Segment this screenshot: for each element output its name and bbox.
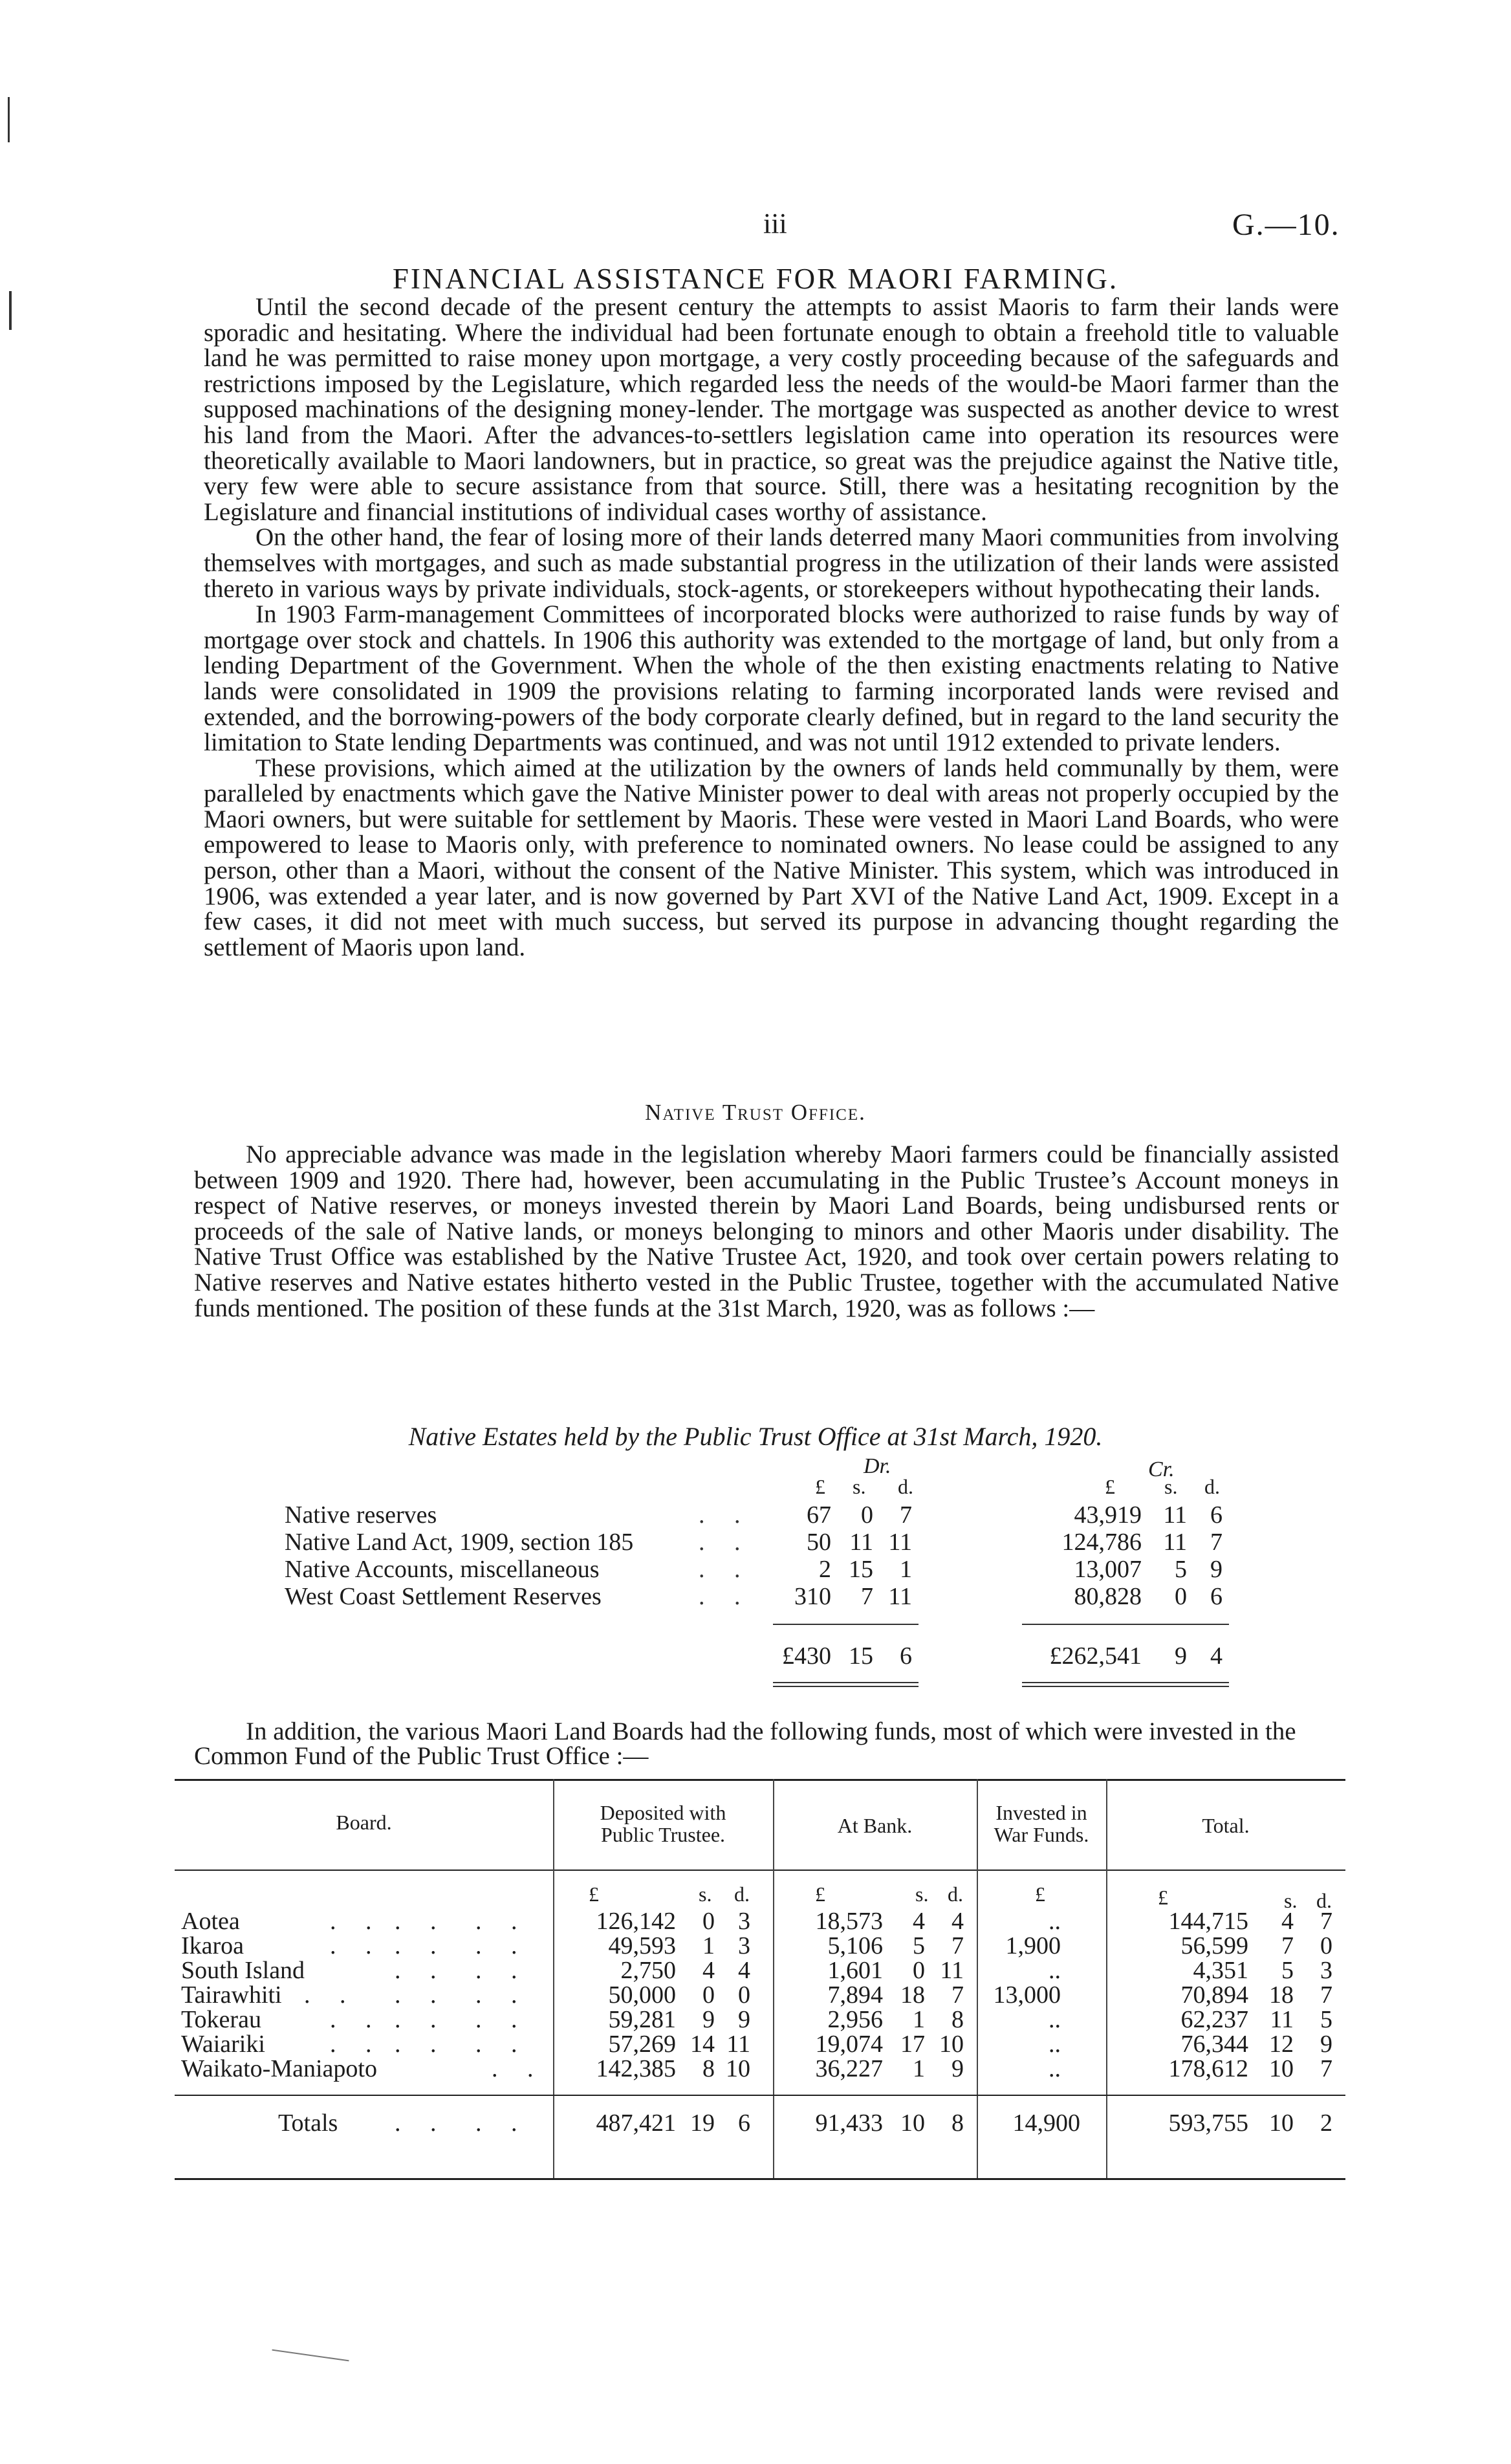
total-column-header: Total. (1202, 1814, 1250, 1837)
bank-pounds: 5,106 (827, 1932, 883, 1959)
war-funds: 13,000 (993, 1981, 1061, 2009)
table-row (175, 2005, 1345, 2033)
bank-column-header: At Bank. (837, 1814, 913, 1837)
deposited-pence: 11 (726, 2031, 750, 2058)
dr-total-pounds: £430 (782, 1642, 831, 1670)
bank-shillings: 18 (900, 1981, 925, 2009)
shillings-unit: s. (915, 1882, 929, 1906)
bank-pounds: 36,227 (815, 2055, 883, 2082)
total-pounds: 76,344 (1180, 2031, 1248, 2058)
board-column-header: Board. (336, 1811, 392, 1834)
deposited-pence: 4 (738, 1957, 750, 1984)
leader-dots: . . (330, 1932, 384, 1959)
dr-shillings: 15 (849, 1556, 873, 1583)
grand-total-pence: 2 (1320, 2110, 1332, 2137)
war-funds: .. (1049, 1908, 1061, 1935)
leader-dots: . . (395, 1981, 448, 2009)
shillings-unit: s. (853, 1475, 866, 1498)
row-label: Native Accounts, miscellaneous (285, 1556, 600, 1583)
total-double-rule (1022, 1682, 1229, 1683)
leader-dots: . . (475, 2110, 529, 2137)
total-pence: 7 (1320, 1908, 1332, 1935)
total-shillings: 18 (1269, 1981, 1294, 2009)
board-name: Waiariki (181, 2031, 265, 2058)
paragraph: On the other hand, the fear of losing more of their lands deterred many Maori communities from involving themselves with mortgages, and such as made substantial progress in the utilization of their lands were assisted thereto in various ways by private individuals, stock-agents, or storekeepers without hypothecating their lands. (204, 523, 1339, 603)
table-row (175, 1907, 1345, 1935)
bank-pence: 11 (940, 1957, 964, 1984)
header-line: Public Trustee. (600, 1823, 726, 1846)
pounds-unit: £ (1035, 1882, 1045, 1906)
cr-column-heading: Cr. (1148, 1457, 1175, 1481)
pounds-unit: £ (815, 1882, 825, 1906)
leader-dots: . . (330, 1908, 384, 1935)
total-pounds: 62,237 (1180, 2006, 1248, 2033)
shillings-unit: s. (1164, 1475, 1178, 1498)
leader-dots: . . (330, 2006, 384, 2033)
bank-total-pounds: 91,433 (815, 2110, 883, 2137)
leader-dots: . . (475, 1932, 529, 1959)
cr-total-pence: 4 (1210, 1642, 1223, 1670)
total-pounds: 144,715 (1168, 1908, 1248, 1935)
war-funds: .. (1049, 2055, 1061, 2082)
deposited-column-header (553, 1802, 773, 1846)
bank-shillings: 4 (913, 1908, 925, 1935)
dr-pence: 11 (888, 1529, 912, 1556)
board-name: Waikato-Maniapoto (181, 2055, 377, 2082)
pounds-unit: £ (1158, 1886, 1168, 1909)
deposited-pounds: 50,000 (608, 1981, 676, 2009)
total-pence: 0 (1320, 1932, 1332, 1959)
dr-pence: 7 (900, 1501, 912, 1529)
main-text (204, 294, 1339, 960)
deposited-pounds: 57,269 (608, 2031, 676, 2058)
leader-dots: . . (492, 2055, 545, 2082)
bank-pence: 10 (939, 2031, 964, 2058)
total-shillings: 5 (1281, 1957, 1294, 1984)
dr-total-shillings: 15 (849, 1642, 873, 1670)
table-row (285, 1501, 1294, 1528)
leader-dots: . . (304, 1981, 358, 2009)
dr-pence: 1 (900, 1556, 912, 1583)
table-bottom-rule (175, 2178, 1345, 2180)
page-title: FINANCIAL ASSISTANCE FOR MAORI FARMING. (392, 263, 1119, 295)
table-row (175, 1981, 1345, 2009)
total-pence: 7 (1320, 2055, 1332, 2082)
dr-shillings: 11 (849, 1529, 873, 1556)
header-rule (175, 1870, 1345, 1871)
total-shillings: 4 (1281, 1908, 1294, 1935)
deposited-pence: 3 (738, 1908, 750, 1935)
deposited-shillings: 8 (702, 2055, 715, 2082)
page-number: iii (763, 208, 787, 239)
row-label: West Coast Settlement Reserves (285, 1583, 602, 1610)
deposited-pence: 9 (738, 2006, 750, 2033)
bank-pence: 9 (951, 2055, 964, 2082)
table-row (175, 2055, 1345, 2082)
totals-row (285, 1642, 1294, 1669)
total-shillings: 12 (1269, 2031, 1294, 2058)
pounds-unit: £ (815, 1475, 825, 1498)
pounds-unit: £ (1105, 1475, 1115, 1498)
cr-pounds: 80,828 (1074, 1583, 1142, 1610)
board-name: Tokerau (181, 2006, 261, 2033)
dr-total-pence: 6 (900, 1642, 912, 1670)
total-pence: 5 (1320, 2006, 1332, 2033)
total-pence: 9 (1320, 2031, 1332, 2058)
leader-dots: . . (699, 1583, 752, 1610)
deposited-pence: 3 (738, 1932, 750, 1959)
deposited-shillings: 9 (702, 2006, 715, 2033)
section-heading: Native Trust Office. (645, 1100, 866, 1125)
dr-pounds: 2 (819, 1556, 831, 1583)
war-funds: .. (1049, 2031, 1061, 2058)
leader-dots: . . (475, 1957, 529, 1984)
table-row (285, 1528, 1294, 1555)
bank-total-pence: 8 (951, 2110, 964, 2137)
deposited-shillings: 14 (690, 2031, 715, 2058)
cr-shillings: 11 (1163, 1501, 1187, 1529)
deposited-pounds: 142,385 (596, 2055, 676, 2082)
total-pounds: 4,351 (1193, 1957, 1248, 1984)
paragraph: In 1903 Farm-management Committees of incorporated blocks were authorized to raise funds by way of mortgage over stock and chattels. In 1906 this authority was extended to the mortgage of land, but only from a lending Department of the Government. When the whole of the then existing enactments relating to Native lands were consolidated in 1909 the provisions relating to farming incorporated lands were revised and extended, and the borrowing-powers of the body corporate clearly defined, but in regard to the land security the limitation to State lending Departments was continued, and was not until 1912 extended to private lenders. (204, 600, 1339, 757)
table-row (175, 1956, 1345, 1984)
deposited-shillings: 0 (702, 1981, 715, 2009)
table-row (285, 1555, 1294, 1582)
bank-shillings: 1 (913, 2006, 925, 2033)
total-double-rule (773, 1686, 919, 1687)
row-label: Native reserves (285, 1501, 437, 1529)
pence-unit: d. (1204, 1475, 1220, 1498)
bank-pence: 8 (951, 2006, 964, 2033)
cr-pence: 6 (1210, 1501, 1223, 1529)
cr-pounds: 124,786 (1061, 1529, 1142, 1556)
bank-shillings: 1 (913, 2055, 925, 2082)
pence-unit: d. (898, 1475, 913, 1498)
dr-pounds: 67 (807, 1501, 831, 1529)
leader-dots: . . (395, 1908, 448, 1935)
table-top-rule (175, 1779, 1345, 1781)
deposited-pounds: 49,593 (608, 1932, 676, 1959)
board-name: Aotea (181, 1908, 240, 1935)
bank-shillings: 5 (913, 1932, 925, 1959)
deposited-total-pounds: 487,421 (596, 2110, 676, 2137)
cr-pounds: 13,007 (1074, 1556, 1142, 1583)
boards-intro (194, 1719, 1339, 1769)
bank-total-shillings: 10 (900, 2110, 925, 2137)
bank-pounds: 18,573 (815, 1908, 883, 1935)
bank-pounds: 7,894 (827, 1981, 883, 2009)
table-row (285, 1582, 1294, 1609)
deposited-pence: 0 (738, 1981, 750, 2009)
war-funds: .. (1049, 1957, 1061, 1984)
war-funds-total: 14,900 (1012, 2110, 1080, 2137)
bank-shillings: 0 (913, 1957, 925, 1984)
row-label: Native Land Act, 1909, section 185 (285, 1529, 634, 1556)
deposited-total-pence: 6 (738, 2110, 750, 2137)
dr-pounds: 50 (807, 1529, 831, 1556)
leader-dots: . . (475, 1908, 529, 1935)
grand-total-pounds: 593,755 (1168, 2110, 1248, 2137)
scan-mark (272, 2350, 349, 2362)
cr-shillings: 0 (1175, 1583, 1187, 1610)
leader-dots: . . (395, 2110, 448, 2137)
leader-dots: . . (395, 1957, 448, 1984)
leader-dots: . . (330, 2031, 384, 2058)
subtotal-rule (1022, 1624, 1229, 1625)
paragraph: In addition, the various Maori Land Boards had the following funds, most of which were invested in the Common Fund of the Public Trust Office :— (194, 1717, 1296, 1770)
pence-unit: d. (948, 1882, 963, 1906)
bank-pence: 7 (951, 1981, 964, 2009)
header-line: Deposited with (600, 1801, 726, 1824)
paragraph: These provisions, which aimed at the utilization by the owners of lands held communally by them, were paralleled by enactments which gave the Native Minister power to deal with areas not properly occupied by the Maori owners, but were suitable for settlement by Maoris. These were vested in Maori Land Boards, who were empowered to lease to Maoris only, with preference to nominated owners. No lease could be assigned to any person, other than a Maori, without the consent of the Native Minister. This system, which was introduced in 1906, was extended a year later, and is now governed by Part XVI of the Native Land Act, 1909. Except in a few cases, it did not meet with much success, but served its purpose in advancing thought regarding the settlement of Maoris upon land. (204, 754, 1339, 961)
leader-dots: . . (475, 1981, 529, 2009)
total-shillings: 10 (1269, 2055, 1294, 2082)
table-row (175, 1932, 1345, 1959)
trust-office-text (194, 1142, 1339, 1321)
war-funds: .. (1049, 2006, 1061, 2033)
board-name: Ikaroa (181, 1932, 245, 1959)
header-line: Invested in (995, 1801, 1087, 1824)
estates-table-caption: Native Estates held by the Public Trust Office at 31st March, 1920. (408, 1422, 1103, 1451)
bank-pence: 4 (951, 1908, 964, 1935)
dr-column-heading: Dr. (864, 1454, 891, 1478)
cr-total-shillings: 9 (1175, 1642, 1187, 1670)
deposited-shillings: 4 (702, 1957, 715, 1984)
war-funds: 1,900 (1005, 1932, 1061, 1959)
cr-pence: 6 (1210, 1583, 1223, 1610)
dr-pounds: 310 (794, 1583, 831, 1610)
paragraph: Until the second decade of the present century the attempts to assist Maoris to farm their lands were sporadic and hesitating. Where the individual had been fortunate enough to obtain a freehold title to valuable land he was permitted to raise money upon mortgage, a very costly proceeding because of the safeguards and restrictions imposed by the Legislature, which regarded less the needs of the would-be Maori farmer than the supposed machinations of the designing money-lender. The mortgage was suspected as another device to wrest his land from the Maori. After the advances-to-settlers legislation came into operation its resources were theoretically available to Maori landowners, but in practice, so great was the prejudice against the Native title, very few were able to secure assistance from that source. Still, there was a hesitating recognition by the Legislature and financial institutions of individual cases worthy of assistance. (204, 293, 1339, 526)
header-line: War Funds. (994, 1823, 1089, 1846)
shillings-unit: s. (699, 1882, 712, 1906)
bank-pounds: 2,956 (827, 2006, 883, 2033)
total-pounds: 70,894 (1180, 1981, 1248, 2009)
board-name: South Island (181, 1957, 305, 1984)
pence-unit: d. (734, 1882, 750, 1906)
total-shillings: 11 (1270, 2006, 1294, 2033)
deposited-shillings: 1 (702, 1932, 715, 1959)
deposited-pounds: 59,281 (608, 2006, 676, 2033)
bank-pounds: 19,074 (815, 2031, 883, 2058)
total-pence: 7 (1320, 1981, 1332, 2009)
cr-pounds: 43,919 (1074, 1501, 1142, 1529)
cr-pence: 7 (1210, 1529, 1223, 1556)
cr-pence: 9 (1210, 1556, 1223, 1583)
deposited-shillings: 0 (702, 1908, 715, 1935)
bank-shillings: 17 (900, 2031, 925, 2058)
dr-pence: 11 (888, 1583, 912, 1610)
leader-dots: . . (475, 2006, 529, 2033)
grand-total-shillings: 10 (1269, 2110, 1294, 2137)
leader-dots: . . (475, 2031, 529, 2058)
totals-label: Totals (278, 2110, 338, 2137)
leader-dots: . . (699, 1529, 752, 1556)
cr-total-pounds: £262,541 (1049, 1642, 1142, 1670)
bank-pounds: 1,601 (827, 1957, 883, 1984)
leader-dots: . . (395, 1932, 448, 1959)
dr-shillings: 7 (861, 1583, 873, 1610)
total-double-rule (773, 1682, 919, 1683)
totals-rule (175, 2095, 1345, 2096)
deposited-pence: 10 (726, 2055, 750, 2082)
subtotal-rule (773, 1624, 919, 1625)
boards-table (175, 1779, 1345, 2180)
total-pence: 3 (1320, 1957, 1332, 1984)
total-double-rule (1022, 1686, 1229, 1687)
cr-shillings: 11 (1163, 1529, 1187, 1556)
document-code: G.—10. (1232, 208, 1340, 242)
leader-dots: . . (699, 1556, 752, 1583)
total-shillings: 7 (1281, 1932, 1294, 1959)
leader-dots: . . (395, 2006, 448, 2033)
dr-shillings: 0 (861, 1501, 873, 1529)
deposited-total-shillings: 19 (690, 2110, 715, 2137)
pence-unit: d. (1316, 1889, 1332, 1912)
bank-pence: 7 (951, 1932, 964, 1959)
war-funds-column-header (977, 1802, 1106, 1846)
cr-shillings: 5 (1175, 1556, 1187, 1583)
table-row (175, 2030, 1345, 2058)
leader-dots: . . (395, 2031, 448, 2058)
totals-row (175, 2109, 1345, 2135)
pounds-unit: £ (589, 1882, 599, 1906)
deposited-pounds: 2,750 (620, 1957, 676, 1984)
scan-mark (9, 291, 12, 330)
total-pounds: 56,599 (1180, 1932, 1248, 1959)
deposited-pounds: 126,142 (596, 1908, 676, 1935)
paragraph: No appreciable advance was made in the legislation whereby Maori farmers could be financially assisted between 1909 and 1920. There had, however, been accumulating in the Public Trustee’s Account moneys in respect of Native reserves, or moneys invested therein by Maori Land Boards, being undisbursed rents or proceeds of the sale of Native lands, or moneys belonging to minors and other Maoris under disability. The Native Trust Office was established by the Native Trustee Act, 1920, and took over certain powers relating to Native reserves and Native estates hitherto vested in the Public Trustee, together with the accumulated Native funds mentioned. The position of these funds at the 31st March, 1920, was as follows :— (194, 1140, 1339, 1322)
total-pounds: 178,612 (1168, 2055, 1248, 2082)
scan-mark (8, 97, 10, 142)
leader-dots: . . (699, 1501, 752, 1529)
board-name: Tairawhiti (181, 1981, 282, 2009)
shillings-unit: s. (1284, 1889, 1298, 1912)
